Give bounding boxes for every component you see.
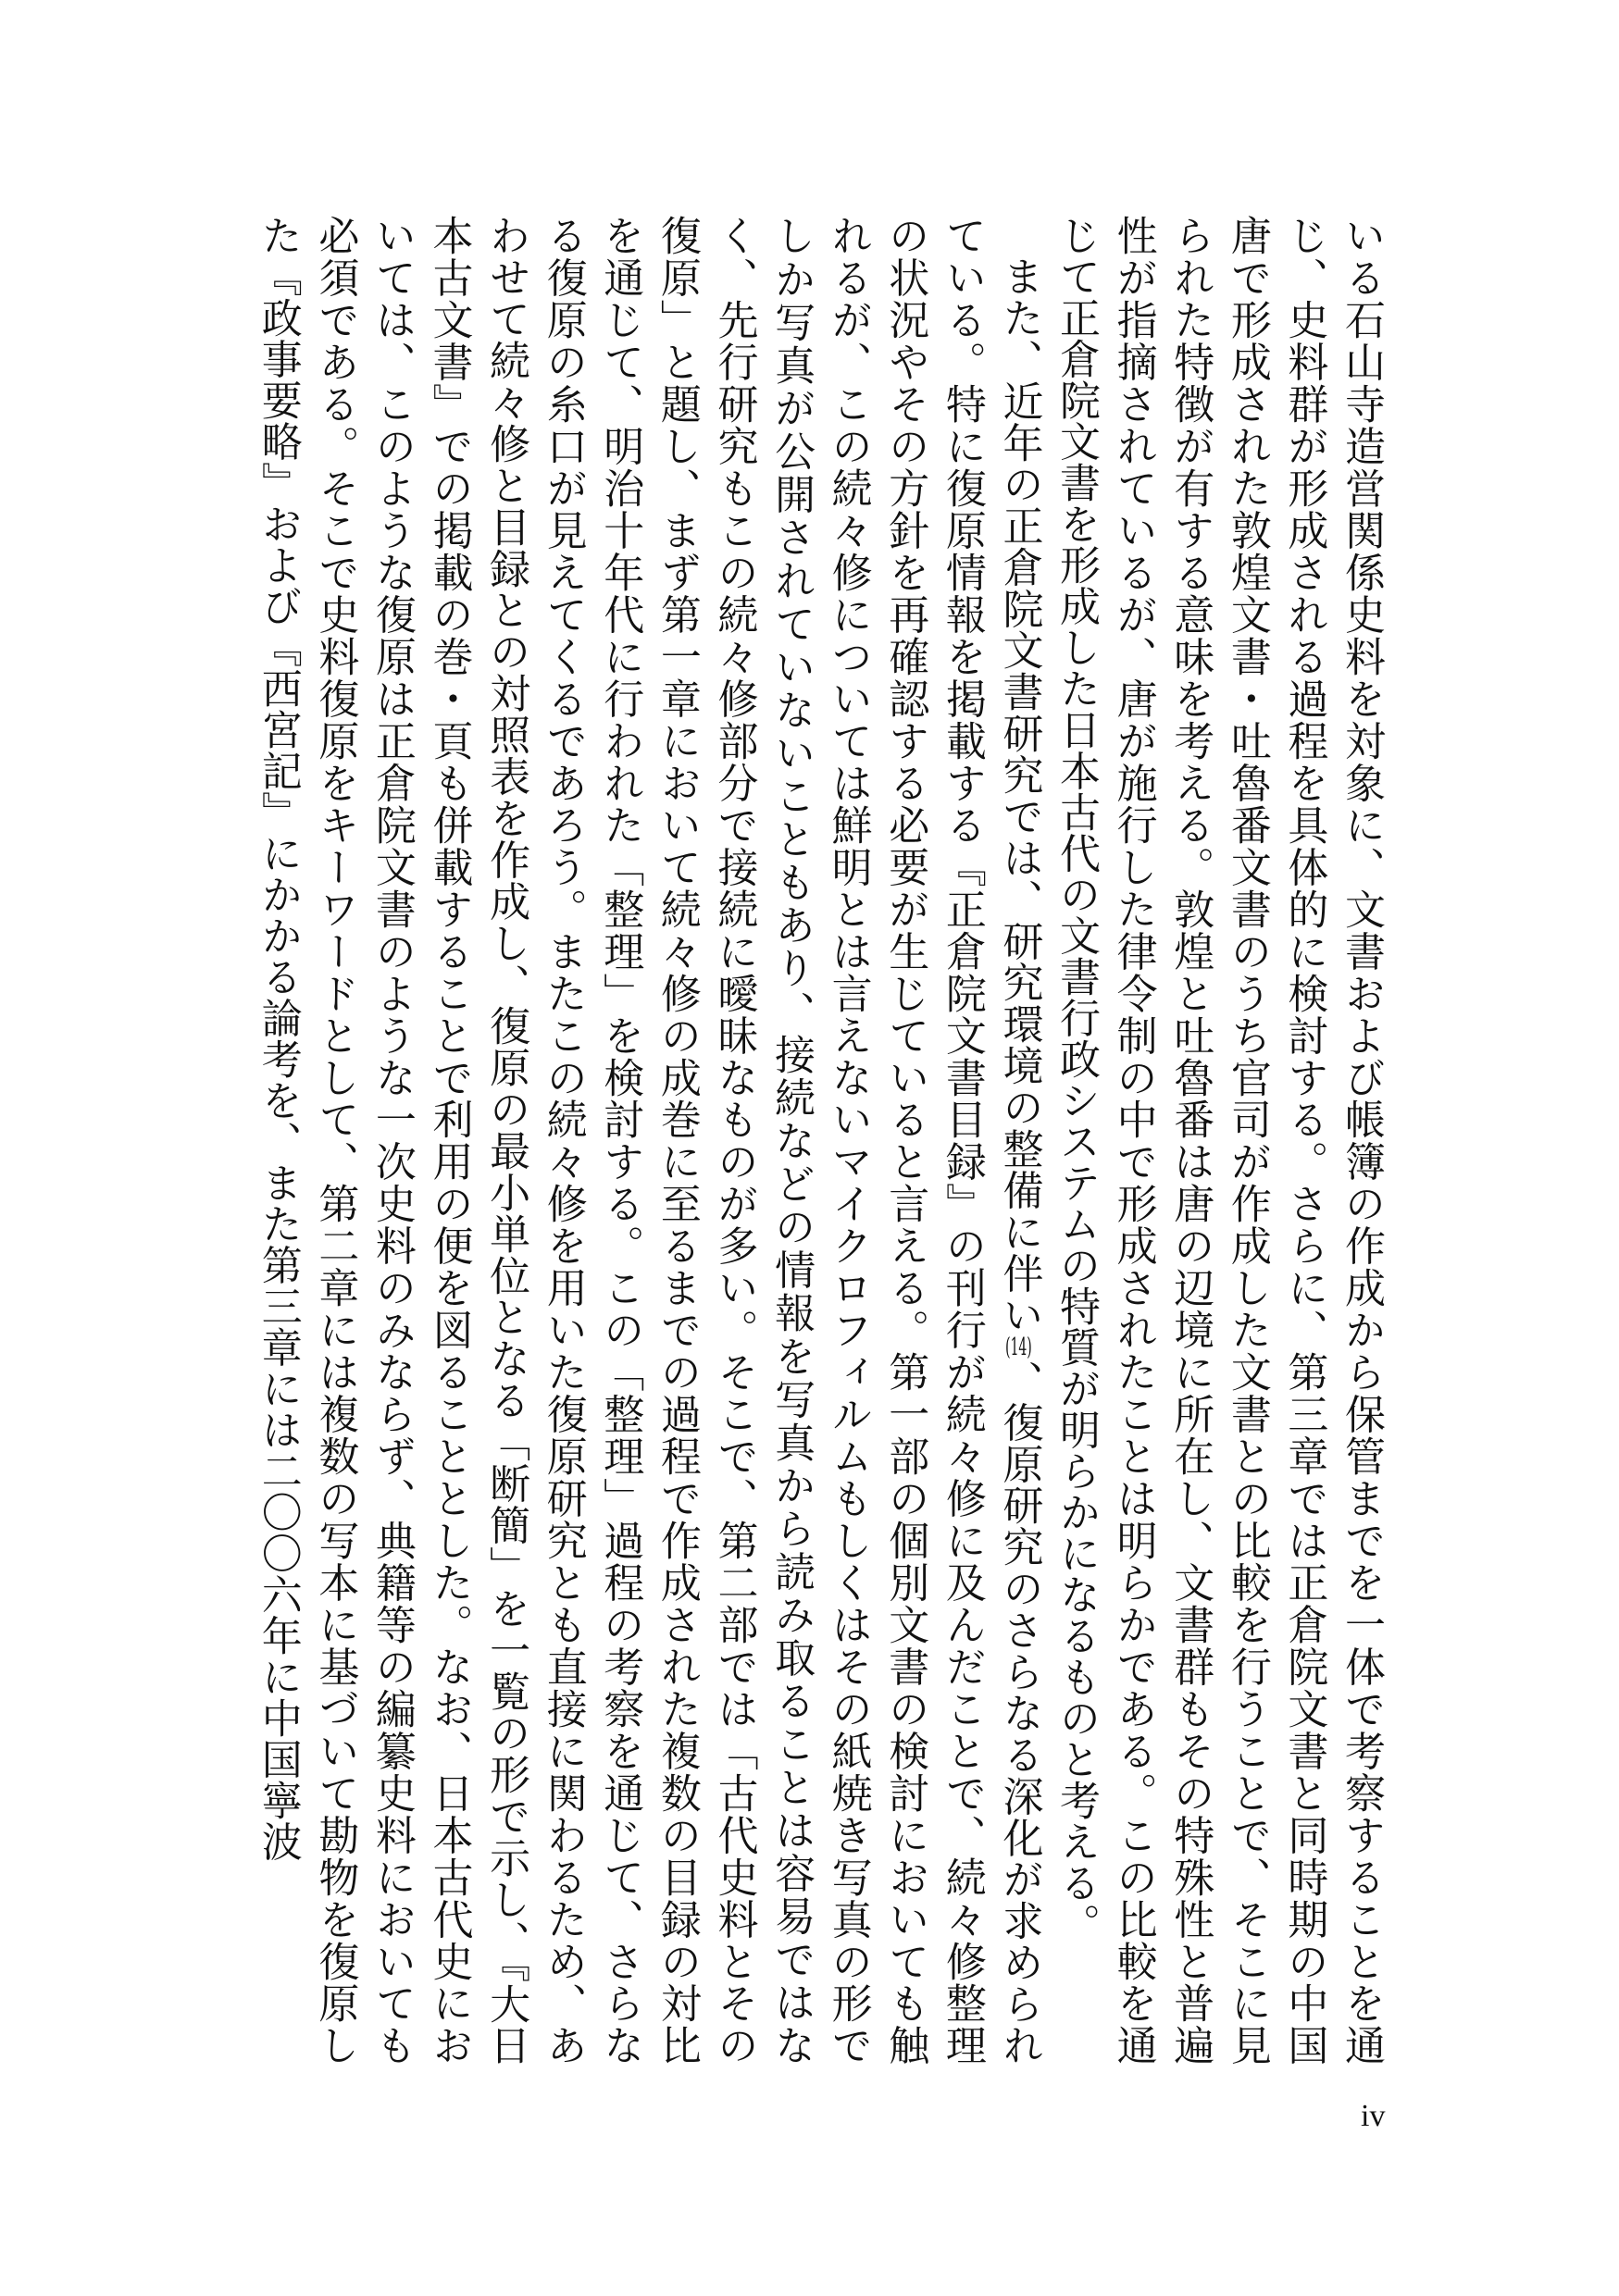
page-number: iv	[1361, 2099, 1386, 2133]
vertical-body-text	[223, 215, 1389, 2066]
paragraph-2	[249, 215, 1047, 2066]
paragraph-2-part-b: 、復原研究のさらなる深化が求められている。特に復原情報を掲載する『正倉院文書目録』の刊行が続々修に及んだことで、続々修整理の状況やその方針を再確認する必要が生じていると言える。第一部の個別文書の検討においても触れるが、この続々修については鮮明とは言えないマイクロフィルムもしくはその紙焼き写真の形でしか写真が公開されていないこともあり、接続などの情報を写真から読み取ることは容易ではなく、先行研究もこの続々修部分で接続に曖昧なものが多い。そこで、第二部では「古代史料とその復原」と題し、まず第一章において続々修の成巻に至るまでの過程で作成された複数の目録の対比を通じて、明治十年代に行われた「整理」を検討する。この「整理」過程の考察を通じて、さらなる復原の糸口が見えてくるであろう。またこの続々修を用いた復原研究とも直接に関わるため、あわせて続々修と目録との対照表を作成し、復原の最小単位となる「断簡」を一覧の形で示し、『大日本古文書』での掲載の巻・頁も併載することで利用の便を図ることとした。なお、日本古代史においては、このような復原は正倉院文書のような一次史料のみならず、典籍等の編纂史料においても必須である。そこで史料復原をキーワードとして、第二章には複数の写本に基づいて勘物を復原した『政事要略』および『西宮記』にかかる論考を、また第三章には二〇〇六年に中国寧波	[254, 215, 1043, 2066]
paragraph-2-part-a: また、近年の正倉院文書研究では、研究環境の整備に伴い	[995, 255, 1043, 1335]
paragraph-1: いる石山寺造営関係史料を対象に、文書および帳簿の作成から保管までを一体で考察することを通じ、史料群が形成される過程を具体的に検討する。さらに、第三章では正倉院文書と同時期の中国唐で形成された敦煌文書・吐魯番文書のうち官司が作成した文書との比較を行うことで、そこに見られた特徴が有する意味を考える。敦煌と吐魯番は唐の辺境に所在し、文書群もその特殊性と普遍性が指摘されているが、唐が施行した律令制の中で形成されたことは明らかである。この比較を通じて正倉院文書を形成した日本古代の文書行政システムの特質が明らかになるものと考える。	[1052, 215, 1385, 2066]
footnote-marker: (14)	[1005, 1334, 1032, 1359]
